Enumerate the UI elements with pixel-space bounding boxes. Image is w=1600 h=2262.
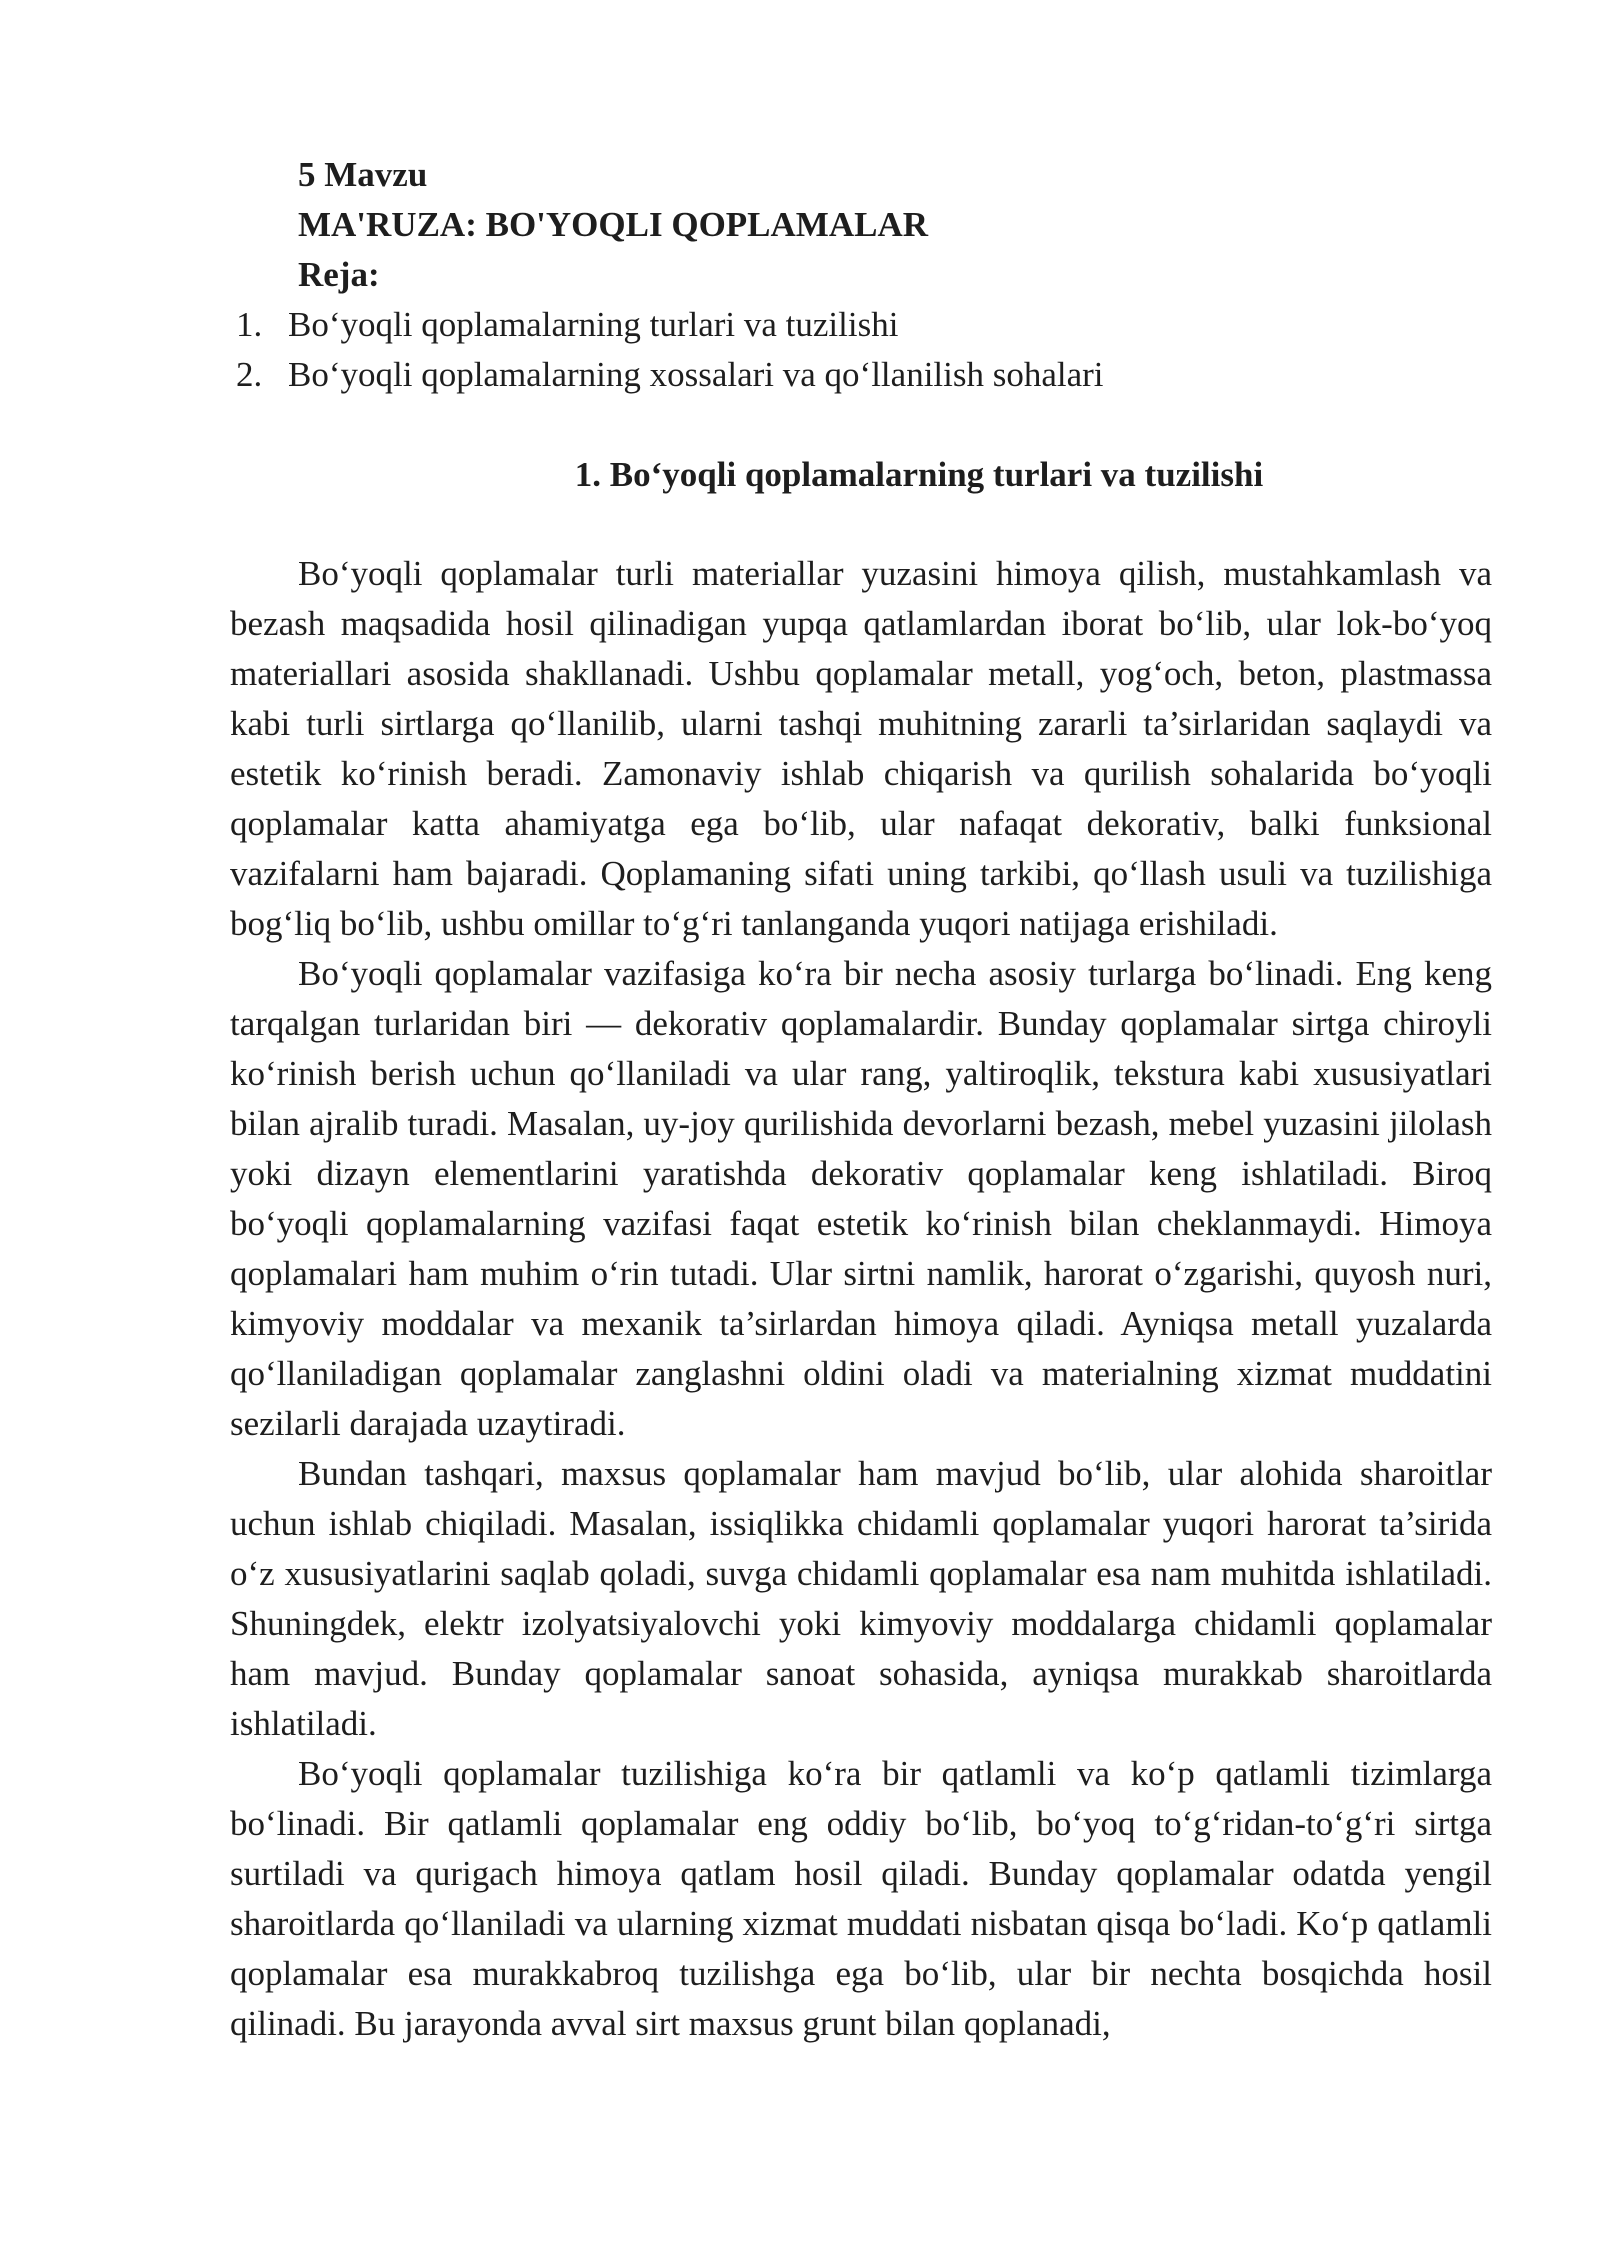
plan-item-number: 1. xyxy=(236,305,263,344)
topic-label: 5 Mavzu xyxy=(298,155,428,194)
plan-item xyxy=(236,350,1104,400)
plan-item-text: Bo‘yoqli qoplamalarning turlari va tuzilishi xyxy=(288,305,899,344)
plan-label: Reja: xyxy=(298,255,380,294)
plan-item-text: Bo‘yoqli qoplamalarning xossalari va qo‘llanilish sohalari xyxy=(288,355,1104,394)
lecture-title: MA'RUZA: BO'YOQLI QOPLAMALAR xyxy=(298,205,928,244)
plan-item xyxy=(236,300,898,350)
section-heading: 1. Bo‘yoqli qoplamalarning turlari va tuzilishi xyxy=(574,455,1264,494)
plan-item-number: 2. xyxy=(236,355,263,394)
body-paragraph: Bo‘yoqli qoplamalar turli materiallar yuzasini himoya qilish, mustahkamlash va bezash maqsadida hosil qilinadigan yupqa qatlamlardan iborat bo‘lib, ular lok-bo‘yoq materiallari asosida shakllanadi. Ushbu qoplamalar metall, yog‘och, beton, plastmassa kabi turli sirtlarga qo‘llanilib, ularni tashqi muhitning zararli ta’sirlaridan saqlaydi va estetik ko‘rinish beradi. Zamonaviy ishlab chiqarish va qurilish sohalarida bo‘yoqli qoplamalar katta ahamiyatga ega bo‘lib, ular nafaqat dekorativ, balki funksional vazifalarni ham bajaradi. Qoplamaning sifati uning tarkibi, qo‘llash usuli va tuzilishiga bog‘liq bo‘lib, ushbu omillar to‘g‘ri tanlanganda yuqori natijaga erishiladi. xyxy=(230,554,1492,943)
body-text xyxy=(230,549,1492,2049)
body-paragraph: Bo‘yoqli qoplamalar tuzilishiga ko‘ra bir qatlamli va ko‘p qatlamli tizimlarga bo‘linadi. Bir qatlamli qoplamalar eng oddiy bo‘lib, bo‘yoq to‘g‘ridan-to‘g‘ri sirtga surtiladi va qurigach himoya qatlam hosil qiladi. Bunday qoplamalar odatda yengil sharoitlarda qo‘llaniladi va ularning xizmat muddati nisbatan qisqa bo‘ladi. Ko‘p qatlamli qoplamalar esa murakkabroq tuzilishga ega bo‘lib, ular bir nechta bosqichda hosil qilinadi. Bu jarayonda avval sirt maxsus grunt bilan qoplanadi, xyxy=(230,1754,1492,2043)
body-paragraph: Bo‘yoqli qoplamalar vazifasiga ko‘ra bir necha asosiy turlarga bo‘linadi. Eng keng tarqalgan turlaridan biri — dekorativ qoplamalardir. Bunday qoplamalar sirtga chiroyli ko‘rinish berish uchun qo‘llaniladi va ular rang, yaltiroqlik, tekstura kabi xususiyatlari bilan ajralib turadi. Masalan, uy-joy qurilishida devorlarni bezash, mebel yuzasini jilolash yoki dizayn elementlarini yaratishda dekorativ qoplamalar keng ishlatiladi. Biroq bo‘yoqli qoplamalarning vazifasi faqat estetik ko‘rinish bilan cheklanmaydi. Himoya qoplamalari ham muhim o‘rin tutadi. Ular sirtni namlik, harorat o‘zgarishi, quyosh nuri, kimyoviy moddalar va mexanik ta’sirlardan himoya qiladi. Ayniqsa metall yuzalarda qo‘llaniladigan qoplamalar zanglashni oldini oladi va materialning xizmat muddatini sezilarli darajada uzaytiradi. xyxy=(230,954,1492,1443)
body-paragraph: Bundan tashqari, maxsus qoplamalar ham mavjud bo‘lib, ular alohida sharoitlar uchun ishlab chiqiladi. Masalan, issiqlikka chidamli qoplamalar yuqori harorat ta’sirida o‘z xususiyatlarini saqlab qoladi, suvga chidamli qoplamalar esa nam muhitda ishlatiladi. Shuningdek, elektr izolyatsiyalovchi yoki kimyoviy moddalarga chidamli qoplamalar ham mavjud. Bunday qoplamalar sanoat sohasida, ayniqsa murakkab sharoitlarda ishlatiladi. xyxy=(230,1454,1492,1743)
